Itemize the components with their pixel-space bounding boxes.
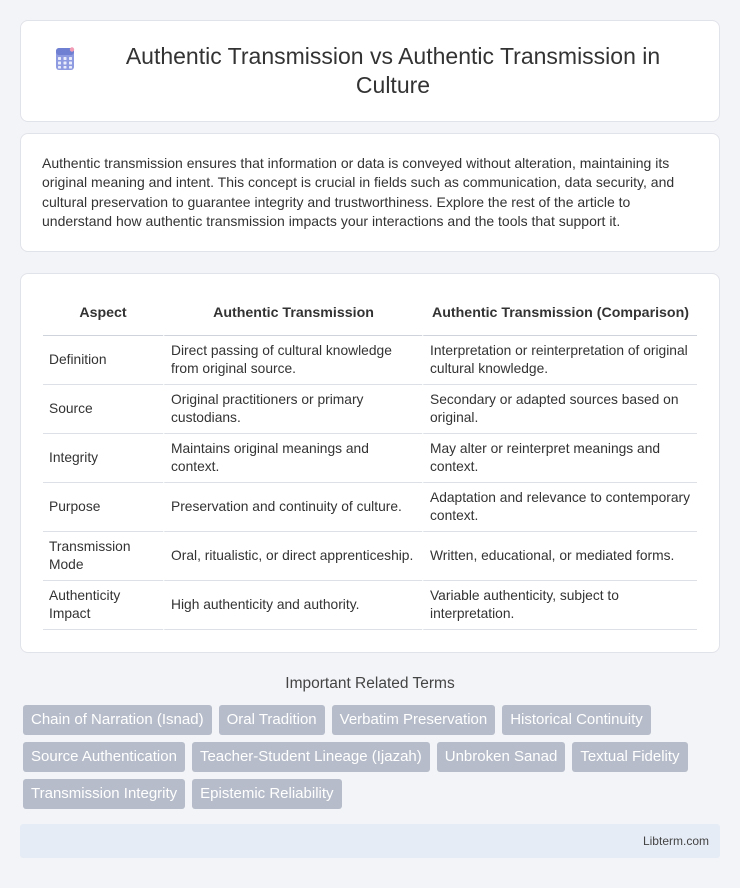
footer-site-link[interactable]: Libterm.com [642, 834, 709, 848]
comparison-table-card [20, 273, 720, 653]
table-cell: Written, educational, or mediated forms. [422, 532, 697, 581]
table-cell: Interpretation or reinterpretation of original cultural knowledge. [422, 336, 697, 385]
header-aspect: Aspect [43, 290, 163, 336]
table-cell: Variable authenticity, subject to interpretation. [422, 581, 697, 630]
related-term-tag[interactable]: Epistemic Reliability [192, 779, 341, 809]
table-cell: May alter or reinterpret meanings and context. [422, 434, 697, 483]
table-cell: Adaptation and relevance to contemporary context. [422, 483, 697, 532]
table-cell: Integrity [43, 434, 163, 483]
header-comparison: Authentic Transmission (Comparison) [422, 290, 697, 336]
table-cell: Preservation and continuity of culture. [163, 483, 422, 532]
related-terms-list [23, 705, 723, 809]
title-card [20, 20, 720, 122]
intro-text: Authentic transmission ensures that information or data is conveyed without alteration, maintaining its original meaning and intent. This concept is crucial in fields such as communication, data security, and cultural preservation to guarantee integrity and trustworthiness. Explore the rest of the article to understand how authentic transmission impacts your interactions and the tools that support it. [42, 155, 675, 229]
table-cell: Oral, ritualistic, or direct apprenticeship. [163, 532, 422, 581]
related-term-tag[interactable]: Teacher-Student Lineage (Ijazah) [192, 742, 430, 772]
related-term-tag[interactable]: Transmission Integrity [23, 779, 185, 809]
table-cell: Source [43, 385, 163, 434]
table-row [43, 483, 697, 532]
related-term-tag[interactable]: Source Authentication [23, 742, 185, 772]
related-term-tag[interactable]: Historical Continuity [502, 705, 651, 735]
footer [20, 824, 720, 858]
table-row [43, 581, 697, 630]
related-term-tag[interactable]: Textual Fidelity [572, 742, 687, 772]
related-term-tag[interactable]: Oral Tradition [219, 705, 325, 735]
page-title: Authentic Transmission vs Authentic Transmission in Culture [125, 43, 661, 98]
table-cell: Original practitioners or primary custodians. [163, 385, 422, 434]
table-row [43, 434, 697, 483]
table-cell: Maintains original meanings and context. [163, 434, 422, 483]
table-cell: Authenticity Impact [43, 581, 163, 630]
related-terms-heading: Important Related Terms [285, 675, 455, 692]
calculator-icon [51, 45, 79, 73]
intro-card [20, 133, 720, 252]
related-term-tag[interactable]: Unbroken Sanad [437, 742, 566, 772]
table-row [43, 385, 697, 434]
table-cell: Secondary or adapted sources based on original. [422, 385, 697, 434]
table-cell: Direct passing of cultural knowledge from original source. [163, 336, 422, 385]
table-row [43, 532, 697, 581]
table-cell: Definition [43, 336, 163, 385]
table-cell: High authenticity and authority. [163, 581, 422, 630]
related-term-tag[interactable]: Chain of Narration (Isnad) [23, 705, 212, 735]
header-authentic-transmission: Authentic Transmission [163, 290, 422, 336]
table-cell: Transmission Mode [43, 532, 163, 581]
related-term-tag[interactable]: Verbatim Preservation [332, 705, 496, 735]
comparison-table [43, 290, 697, 630]
table-row [43, 336, 697, 385]
table-header-row [43, 290, 697, 336]
table-cell: Purpose [43, 483, 163, 532]
